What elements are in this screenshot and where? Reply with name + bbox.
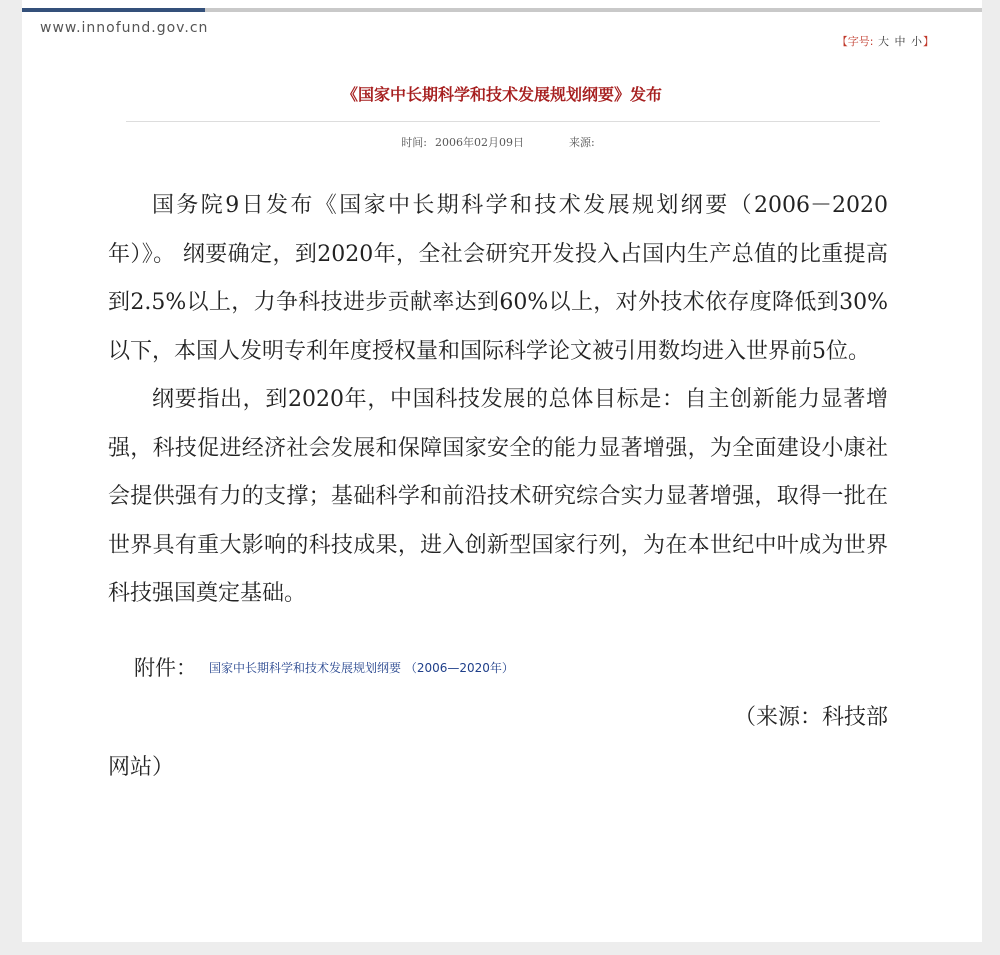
font-size-open-bracket: 【: [836, 35, 848, 48]
font-size-label: 字号:: [847, 35, 874, 48]
article-body: [108, 182, 888, 619]
time-label: 时间:: [401, 136, 427, 149]
attachment-label: 附件：: [134, 656, 197, 680]
font-size-medium-link[interactable]: 中: [894, 35, 906, 48]
font-size-large-link[interactable]: 大: [878, 35, 889, 48]
top-bar: [22, 8, 982, 12]
article-meta: [22, 134, 982, 150]
top-bar-accent: [22, 8, 205, 12]
source-note-line1: （来源：科技部: [733, 705, 888, 730]
source-label: 来源:: [569, 136, 595, 149]
attachment-link[interactable]: 国家中长期科学和技术发展规划纲要 （2006—2020年）: [209, 661, 514, 675]
paragraph: 纲要指出，到2020年，中国科技发展的总体目标是：自主创新能力显著增强，科技促进经济社会发展和保障国家安全的能力显著增强，为全面建设小康社会提供强有力的支撑；基础科学和前沿技术研究综合实力显著增强，取得一批在世界具有重大影响的科技成果，进入创新型国家行列，为在本世纪中叶成为世界科技强国奠定基础。: [108, 387, 888, 606]
paragraph: 国务院9日发布《国家中长期科学和技术发展规划纲要（2006－2020年）》。 纲要确定，到2020年，全社会研究开发投入占国内生产总值的比重提高到2.5%以上，力争科技进步贡献率达到60%以上，对外技术依存度降低到30%以下，本国人发明专利年度授权量和国际科学论文被引用数均进入世界前5位。: [108, 193, 888, 364]
article-title: 《国家中长期科学和技术发展规划纲要》发布: [341, 85, 662, 104]
font-size-close-bracket: 】: [923, 35, 934, 48]
title-divider: [126, 121, 880, 122]
font-size-small-link[interactable]: 小: [911, 35, 922, 48]
attachment-line: [134, 652, 514, 682]
font-size-selector: [837, 33, 934, 49]
site-url: www.innofund.gov.cn: [40, 20, 209, 36]
source-note-line2: 网站）: [108, 755, 175, 780]
source-note: [108, 693, 888, 793]
time-value: 2006年02月09日: [435, 136, 524, 149]
page-container: [22, 0, 982, 942]
